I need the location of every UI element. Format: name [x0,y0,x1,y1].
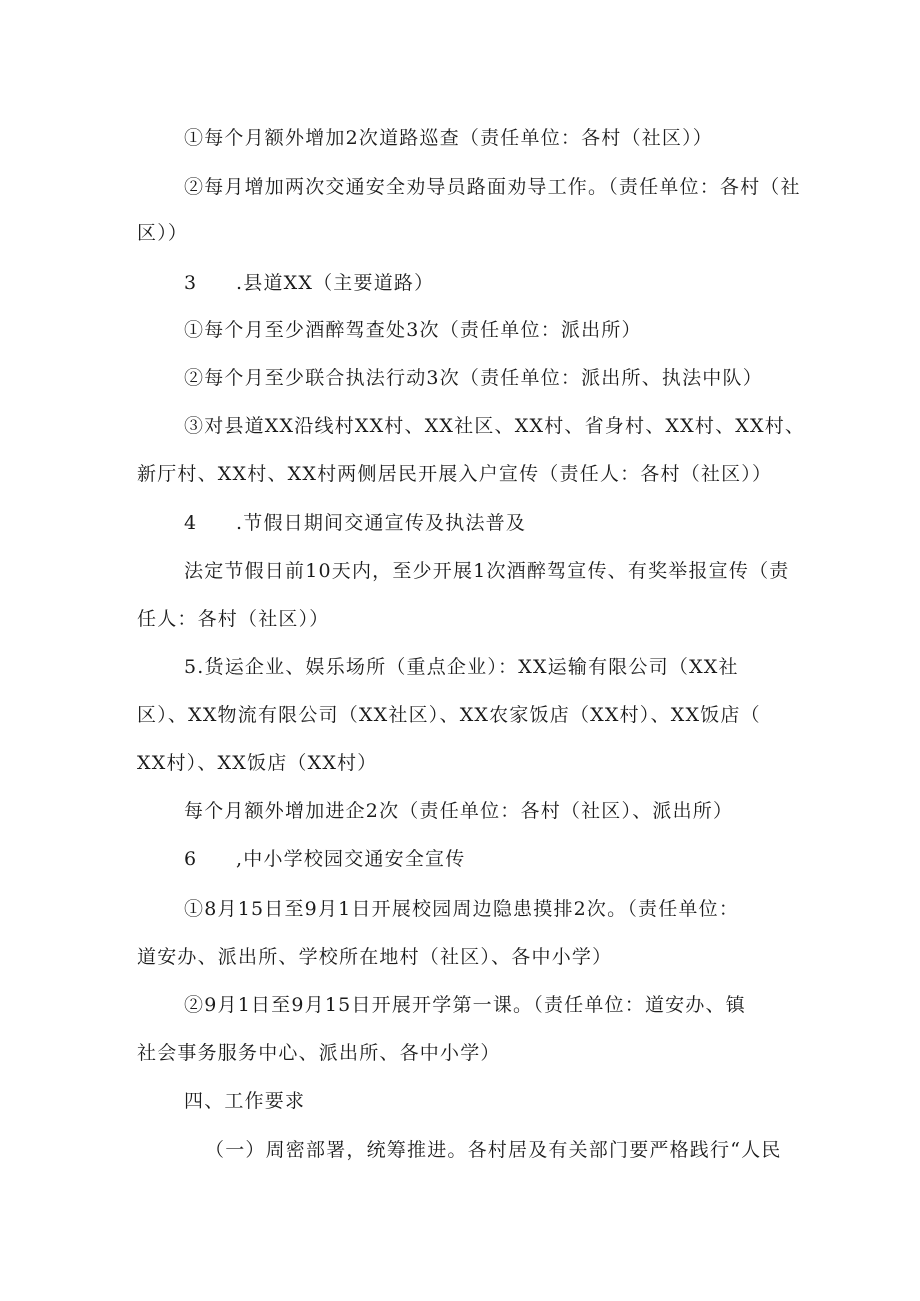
paragraph-line: 区）、XX物流有限公司（XX社区）、XX农家饭店（XX村）、XX饭店（ [137,704,761,726]
paragraph-line: ①8月15日至9月1日开展校园周边隐患摸排2次。（责任单位： [184,898,740,920]
paragraph-line: ①每个月额外增加2次道路巡查（责任单位：各村（社区）） [184,127,713,149]
paragraph-line: 社会事务服务中心、派出所、各中小学） [137,1042,501,1064]
section-heading-3 [184,270,839,296]
section-heading-6 [184,846,839,872]
section-heading-4 [184,510,839,536]
section-heading-requirements: 四、工作要求 [184,1090,306,1112]
paragraph-line: 区）） [137,222,189,244]
paragraph-line: ②9月1日至9月15日开展开学第一课。（责任单位：道安办、镇 [184,994,746,1016]
paragraph-line: 新厅村、XX村、XX村两侧居民开展入户宣传（责任人：各村（社区）） [137,463,773,485]
paragraph-line: （一）周密部署，统筹推进。各村居及有关部门要严格践行“人民 [205,1139,782,1161]
paragraph-line: 法定节假日前10天内，至少开展1次酒醉驾宣传、有奖举报宣传（责 [184,560,790,582]
section-number: 4 [184,512,198,534]
paragraph-line: 任人：各村（社区）） [137,608,330,630]
paragraph-line: ②每个月至少联合执法行动3次（责任单位：派出所、执法中队） [184,367,763,389]
paragraph-line: 每个月额外增加进企2次（责任单位：各村（社区）、派出所） [184,800,734,822]
section-heading-5: 5.货运企业、娱乐场所（重点企业）：XX运输有限公司（XX社 [184,656,739,678]
section-title: .县道XX（主要道路） [236,272,435,294]
paragraph-line: ③对县道XX沿线村XX村、XX社区、XX村、省身村、XX村、XX村、 [184,415,806,437]
paragraph-line: ①每个月至少酒醉驾查处3次（责任单位：派出所） [184,319,642,341]
section-number: 6 [184,848,198,870]
section-number: 3 [184,272,198,294]
section-title: ,中小学校园交通安全宣传 [236,848,466,870]
paragraph-line: ②每月增加两次交通安全劝导员路面劝导工作。（责任单位：各村（社 [184,176,801,198]
paragraph-line: 道安办、派出所、学校所在地村（社区）、各中小学） [137,946,613,968]
section-title: .节假日期间交通宣传及执法普及 [236,512,527,534]
paragraph-line: XX村）、XX饭店（XX村） [137,752,378,774]
